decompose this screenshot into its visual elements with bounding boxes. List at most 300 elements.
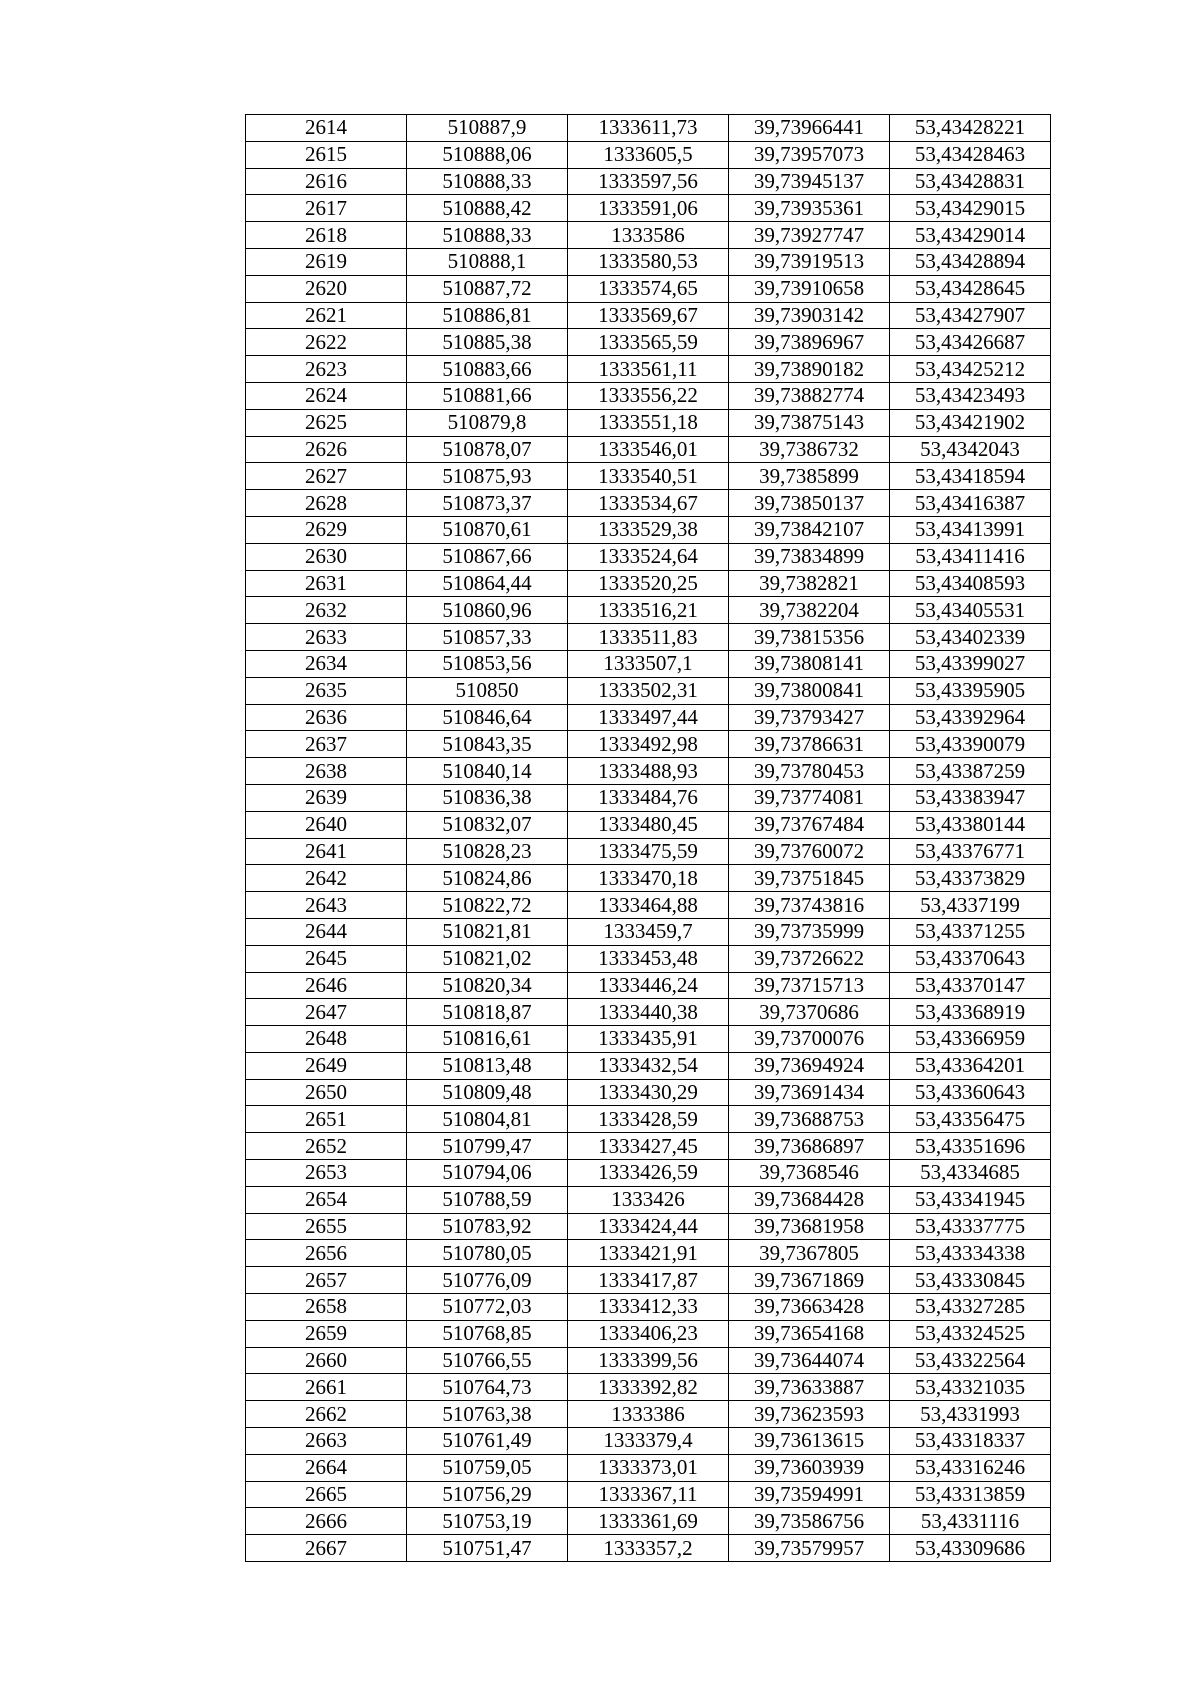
longitude-cell: 39,73767484: [729, 811, 890, 838]
point-number-cell: 2627: [246, 463, 407, 490]
longitude-cell: 39,73919513: [729, 248, 890, 275]
table-row: [246, 409, 1051, 436]
x-coordinate-cell: 510888,06: [407, 141, 568, 168]
latitude-cell: 53,43395905: [890, 677, 1051, 704]
longitude-cell: 39,73815356: [729, 624, 890, 651]
longitude-cell: 39,7386732: [729, 436, 890, 463]
table-row: [246, 1160, 1051, 1187]
y-coordinate-cell: 1333427,45: [568, 1133, 729, 1160]
y-coordinate-cell: 1333529,38: [568, 516, 729, 543]
y-coordinate-cell: 1333440,38: [568, 999, 729, 1026]
y-coordinate-cell: 1333428,59: [568, 1106, 729, 1133]
longitude-cell: 39,73700076: [729, 1026, 890, 1053]
x-coordinate-cell: 510888,1: [407, 248, 568, 275]
y-coordinate-cell: 1333516,21: [568, 597, 729, 624]
latitude-cell: 53,43366959: [890, 1026, 1051, 1053]
x-coordinate-cell: 510783,92: [407, 1213, 568, 1240]
point-number-cell: 2633: [246, 624, 407, 651]
point-number-cell: 2647: [246, 999, 407, 1026]
longitude-cell: 39,7382204: [729, 597, 890, 624]
y-coordinate-cell: 1333475,59: [568, 838, 729, 865]
point-number-cell: 2634: [246, 650, 407, 677]
point-number-cell: 2656: [246, 1240, 407, 1267]
y-coordinate-cell: 1333480,45: [568, 811, 729, 838]
table-row: [246, 758, 1051, 785]
latitude-cell: 53,43402339: [890, 624, 1051, 651]
y-coordinate-cell: 1333379,4: [568, 1428, 729, 1455]
x-coordinate-cell: 510870,61: [407, 516, 568, 543]
longitude-cell: 39,7367805: [729, 1240, 890, 1267]
longitude-cell: 39,73842107: [729, 516, 890, 543]
y-coordinate-cell: 1333430,29: [568, 1079, 729, 1106]
longitude-cell: 39,73663428: [729, 1294, 890, 1321]
longitude-cell: 39,73834899: [729, 543, 890, 570]
x-coordinate-cell: 510864,44: [407, 570, 568, 597]
y-coordinate-cell: 1333406,23: [568, 1320, 729, 1347]
latitude-cell: 53,4334685: [890, 1160, 1051, 1187]
table-row: [246, 356, 1051, 383]
y-coordinate-cell: 1333399,56: [568, 1347, 729, 1374]
table-row: [246, 1294, 1051, 1321]
y-coordinate-cell: 1333361,69: [568, 1508, 729, 1535]
table-row: [246, 1079, 1051, 1106]
latitude-cell: 53,43356475: [890, 1106, 1051, 1133]
x-coordinate-cell: 510788,59: [407, 1186, 568, 1213]
table-row: [246, 490, 1051, 517]
y-coordinate-cell: 1333520,25: [568, 570, 729, 597]
latitude-cell: 53,43429015: [890, 195, 1051, 222]
point-number-cell: 2623: [246, 356, 407, 383]
point-number-cell: 2637: [246, 731, 407, 758]
y-coordinate-cell: 1333464,88: [568, 892, 729, 919]
table-row: [246, 650, 1051, 677]
table-row: [246, 1106, 1051, 1133]
latitude-cell: 53,43421902: [890, 409, 1051, 436]
longitude-cell: 39,73890182: [729, 356, 890, 383]
y-coordinate-cell: 1333611,73: [568, 115, 729, 142]
longitude-cell: 39,73882774: [729, 382, 890, 409]
table-row: [246, 1052, 1051, 1079]
latitude-cell: 53,43428221: [890, 115, 1051, 142]
point-number-cell: 2666: [246, 1508, 407, 1535]
y-coordinate-cell: 1333488,93: [568, 758, 729, 785]
point-number-cell: 2664: [246, 1454, 407, 1481]
latitude-cell: 53,43427907: [890, 302, 1051, 329]
longitude-cell: 39,73603939: [729, 1454, 890, 1481]
longitude-cell: 39,73594991: [729, 1481, 890, 1508]
point-number-cell: 2638: [246, 758, 407, 785]
latitude-cell: 53,43371255: [890, 918, 1051, 945]
x-coordinate-cell: 510761,49: [407, 1428, 568, 1455]
latitude-cell: 53,43411416: [890, 543, 1051, 570]
y-coordinate-cell: 1333446,24: [568, 972, 729, 999]
longitude-cell: 39,73850137: [729, 490, 890, 517]
x-coordinate-cell: 510828,23: [407, 838, 568, 865]
x-coordinate-cell: 510857,33: [407, 624, 568, 651]
table-row: [246, 1240, 1051, 1267]
x-coordinate-cell: 510821,02: [407, 945, 568, 972]
y-coordinate-cell: 1333386: [568, 1401, 729, 1428]
y-coordinate-cell: 1333597,56: [568, 168, 729, 195]
longitude-cell: 39,73945137: [729, 168, 890, 195]
coordinates-table-body: [246, 115, 1051, 1562]
y-coordinate-cell: 1333561,11: [568, 356, 729, 383]
latitude-cell: 53,43423493: [890, 382, 1051, 409]
x-coordinate-cell: 510887,9: [407, 115, 568, 142]
table-row: [246, 999, 1051, 1026]
x-coordinate-cell: 510821,81: [407, 918, 568, 945]
longitude-cell: 39,73726622: [729, 945, 890, 972]
table-row: [246, 838, 1051, 865]
x-coordinate-cell: 510751,47: [407, 1535, 568, 1562]
x-coordinate-cell: 510873,37: [407, 490, 568, 517]
table-row: [246, 1026, 1051, 1053]
point-number-cell: 2640: [246, 811, 407, 838]
point-number-cell: 2614: [246, 115, 407, 142]
latitude-cell: 53,43425212: [890, 356, 1051, 383]
point-number-cell: 2625: [246, 409, 407, 436]
longitude-cell: 39,7385899: [729, 463, 890, 490]
y-coordinate-cell: 1333511,83: [568, 624, 729, 651]
point-number-cell: 2645: [246, 945, 407, 972]
x-coordinate-cell: 510843,35: [407, 731, 568, 758]
longitude-cell: 39,73743816: [729, 892, 890, 919]
x-coordinate-cell: 510763,38: [407, 1401, 568, 1428]
point-number-cell: 2644: [246, 918, 407, 945]
y-coordinate-cell: 1333574,65: [568, 275, 729, 302]
x-coordinate-cell: 510860,96: [407, 597, 568, 624]
table-row: [246, 222, 1051, 249]
y-coordinate-cell: 1333556,22: [568, 382, 729, 409]
latitude-cell: 53,43426687: [890, 329, 1051, 356]
latitude-cell: 53,43324525: [890, 1320, 1051, 1347]
point-number-cell: 2655: [246, 1213, 407, 1240]
table-row: [246, 784, 1051, 811]
table-row: [246, 302, 1051, 329]
table-row: [246, 597, 1051, 624]
y-coordinate-cell: 1333373,01: [568, 1454, 729, 1481]
latitude-cell: 53,43368919: [890, 999, 1051, 1026]
y-coordinate-cell: 1333551,18: [568, 409, 729, 436]
latitude-cell: 53,43334338: [890, 1240, 1051, 1267]
table-row: [246, 918, 1051, 945]
y-coordinate-cell: 1333426: [568, 1186, 729, 1213]
x-coordinate-cell: 510822,72: [407, 892, 568, 919]
point-number-cell: 2660: [246, 1347, 407, 1374]
longitude-cell: 39,73623593: [729, 1401, 890, 1428]
longitude-cell: 39,73654168: [729, 1320, 890, 1347]
x-coordinate-cell: 510816,61: [407, 1026, 568, 1053]
table-row: [246, 1428, 1051, 1455]
table-row: [246, 1508, 1051, 1535]
latitude-cell: 53,43418594: [890, 463, 1051, 490]
longitude-cell: 39,73966441: [729, 115, 890, 142]
table-row: [246, 1454, 1051, 1481]
x-coordinate-cell: 510764,73: [407, 1374, 568, 1401]
table-row: [246, 1186, 1051, 1213]
latitude-cell: 53,43327285: [890, 1294, 1051, 1321]
longitude-cell: 39,73691434: [729, 1079, 890, 1106]
latitude-cell: 53,43316246: [890, 1454, 1051, 1481]
latitude-cell: 53,43318337: [890, 1428, 1051, 1455]
latitude-cell: 53,43408593: [890, 570, 1051, 597]
table-row: [246, 731, 1051, 758]
table-row: [246, 463, 1051, 490]
latitude-cell: 53,43373829: [890, 865, 1051, 892]
point-number-cell: 2615: [246, 141, 407, 168]
latitude-cell: 53,43399027: [890, 650, 1051, 677]
latitude-cell: 53,43337775: [890, 1213, 1051, 1240]
latitude-cell: 53,43428645: [890, 275, 1051, 302]
longitude-cell: 39,73780453: [729, 758, 890, 785]
latitude-cell: 53,43428463: [890, 141, 1051, 168]
table-row: [246, 543, 1051, 570]
point-number-cell: 2652: [246, 1133, 407, 1160]
y-coordinate-cell: 1333580,53: [568, 248, 729, 275]
table-row: [246, 275, 1051, 302]
table-row: [246, 248, 1051, 275]
longitude-cell: 39,73808141: [729, 650, 890, 677]
x-coordinate-cell: 510875,93: [407, 463, 568, 490]
point-number-cell: 2649: [246, 1052, 407, 1079]
latitude-cell: 53,4337199: [890, 892, 1051, 919]
point-number-cell: 2646: [246, 972, 407, 999]
longitude-cell: 39,73875143: [729, 409, 890, 436]
table-row: [246, 865, 1051, 892]
table-row: [246, 945, 1051, 972]
point-number-cell: 2628: [246, 490, 407, 517]
latitude-cell: 53,43370147: [890, 972, 1051, 999]
longitude-cell: 39,73684428: [729, 1186, 890, 1213]
longitude-cell: 39,73793427: [729, 704, 890, 731]
y-coordinate-cell: 1333453,48: [568, 945, 729, 972]
latitude-cell: 53,4331116: [890, 1508, 1051, 1535]
y-coordinate-cell: 1333459,7: [568, 918, 729, 945]
table-row: [246, 195, 1051, 222]
y-coordinate-cell: 1333417,87: [568, 1267, 729, 1294]
x-coordinate-cell: 510799,47: [407, 1133, 568, 1160]
latitude-cell: 53,43380144: [890, 811, 1051, 838]
longitude-cell: 39,73644074: [729, 1347, 890, 1374]
y-coordinate-cell: 1333367,11: [568, 1481, 729, 1508]
point-number-cell: 2651: [246, 1106, 407, 1133]
y-coordinate-cell: 1333426,59: [568, 1160, 729, 1187]
latitude-cell: 53,43387259: [890, 758, 1051, 785]
point-number-cell: 2616: [246, 168, 407, 195]
y-coordinate-cell: 1333421,91: [568, 1240, 729, 1267]
longitude-cell: 39,73957073: [729, 141, 890, 168]
longitude-cell: 39,73800841: [729, 677, 890, 704]
table-row: [246, 972, 1051, 999]
latitude-cell: 53,43360643: [890, 1079, 1051, 1106]
longitude-cell: 39,7370686: [729, 999, 890, 1026]
point-number-cell: 2636: [246, 704, 407, 731]
longitude-cell: 39,73751845: [729, 865, 890, 892]
x-coordinate-cell: 510820,34: [407, 972, 568, 999]
x-coordinate-cell: 510886,81: [407, 302, 568, 329]
table-row: [246, 704, 1051, 731]
x-coordinate-cell: 510780,05: [407, 1240, 568, 1267]
table-row: [246, 1347, 1051, 1374]
point-number-cell: 2648: [246, 1026, 407, 1053]
longitude-cell: 39,73774081: [729, 784, 890, 811]
x-coordinate-cell: 510888,42: [407, 195, 568, 222]
x-coordinate-cell: 510753,19: [407, 1508, 568, 1535]
x-coordinate-cell: 510766,55: [407, 1347, 568, 1374]
point-number-cell: 2617: [246, 195, 407, 222]
y-coordinate-cell: 1333507,1: [568, 650, 729, 677]
point-number-cell: 2642: [246, 865, 407, 892]
x-coordinate-cell: 510776,09: [407, 1267, 568, 1294]
latitude-cell: 53,43351696: [890, 1133, 1051, 1160]
longitude-cell: 39,73735999: [729, 918, 890, 945]
point-number-cell: 2624: [246, 382, 407, 409]
x-coordinate-cell: 510853,56: [407, 650, 568, 677]
point-number-cell: 2663: [246, 1428, 407, 1455]
latitude-cell: 53,43313859: [890, 1481, 1051, 1508]
longitude-cell: 39,7368546: [729, 1160, 890, 1187]
latitude-cell: 53,43416387: [890, 490, 1051, 517]
point-number-cell: 2641: [246, 838, 407, 865]
latitude-cell: 53,43390079: [890, 731, 1051, 758]
longitude-cell: 39,73613615: [729, 1428, 890, 1455]
longitude-cell: 39,73786631: [729, 731, 890, 758]
table-row: [246, 329, 1051, 356]
latitude-cell: 53,43405531: [890, 597, 1051, 624]
latitude-cell: 53,4331993: [890, 1401, 1051, 1428]
x-coordinate-cell: 510768,85: [407, 1320, 568, 1347]
longitude-cell: 39,73586756: [729, 1508, 890, 1535]
latitude-cell: 53,43370643: [890, 945, 1051, 972]
latitude-cell: 53,4342043: [890, 436, 1051, 463]
latitude-cell: 53,43322564: [890, 1347, 1051, 1374]
point-number-cell: 2620: [246, 275, 407, 302]
x-coordinate-cell: 510883,66: [407, 356, 568, 383]
point-number-cell: 2621: [246, 302, 407, 329]
x-coordinate-cell: 510887,72: [407, 275, 568, 302]
x-coordinate-cell: 510772,03: [407, 1294, 568, 1321]
latitude-cell: 53,43341945: [890, 1186, 1051, 1213]
longitude-cell: 39,73903142: [729, 302, 890, 329]
x-coordinate-cell: 510804,81: [407, 1106, 568, 1133]
x-coordinate-cell: 510879,8: [407, 409, 568, 436]
point-number-cell: 2643: [246, 892, 407, 919]
x-coordinate-cell: 510759,05: [407, 1454, 568, 1481]
y-coordinate-cell: 1333502,31: [568, 677, 729, 704]
table-row: [246, 677, 1051, 704]
longitude-cell: 39,73694924: [729, 1052, 890, 1079]
point-number-cell: 2658: [246, 1294, 407, 1321]
x-coordinate-cell: 510756,29: [407, 1481, 568, 1508]
x-coordinate-cell: 510840,14: [407, 758, 568, 785]
latitude-cell: 53,43428831: [890, 168, 1051, 195]
table-row: [246, 624, 1051, 651]
table-row: [246, 1320, 1051, 1347]
table-row: [246, 516, 1051, 543]
y-coordinate-cell: 1333412,33: [568, 1294, 729, 1321]
latitude-cell: 53,43383947: [890, 784, 1051, 811]
x-coordinate-cell: 510824,86: [407, 865, 568, 892]
longitude-cell: 39,73686897: [729, 1133, 890, 1160]
y-coordinate-cell: 1333605,5: [568, 141, 729, 168]
x-coordinate-cell: 510888,33: [407, 222, 568, 249]
table-row: [246, 115, 1051, 142]
point-number-cell: 2659: [246, 1320, 407, 1347]
x-coordinate-cell: 510813,48: [407, 1052, 568, 1079]
x-coordinate-cell: 510846,64: [407, 704, 568, 731]
y-coordinate-cell: 1333435,91: [568, 1026, 729, 1053]
point-number-cell: 2622: [246, 329, 407, 356]
longitude-cell: 39,73633887: [729, 1374, 890, 1401]
longitude-cell: 39,73760072: [729, 838, 890, 865]
table-row: [246, 1267, 1051, 1294]
y-coordinate-cell: 1333392,82: [568, 1374, 729, 1401]
longitude-cell: 39,73910658: [729, 275, 890, 302]
point-number-cell: 2630: [246, 543, 407, 570]
x-coordinate-cell: 510794,06: [407, 1160, 568, 1187]
latitude-cell: 53,43413991: [890, 516, 1051, 543]
point-number-cell: 2632: [246, 597, 407, 624]
table-row: [246, 1133, 1051, 1160]
table-row: [246, 436, 1051, 463]
y-coordinate-cell: 1333534,67: [568, 490, 729, 517]
y-coordinate-cell: 1333524,64: [568, 543, 729, 570]
point-number-cell: 2631: [246, 570, 407, 597]
point-number-cell: 2650: [246, 1079, 407, 1106]
point-number-cell: 2619: [246, 248, 407, 275]
x-coordinate-cell: 510878,07: [407, 436, 568, 463]
table-row: [246, 382, 1051, 409]
x-coordinate-cell: 510888,33: [407, 168, 568, 195]
point-number-cell: 2629: [246, 516, 407, 543]
x-coordinate-cell: 510881,66: [407, 382, 568, 409]
y-coordinate-cell: 1333546,01: [568, 436, 729, 463]
x-coordinate-cell: 510885,38: [407, 329, 568, 356]
table-row: [246, 892, 1051, 919]
latitude-cell: 53,43330845: [890, 1267, 1051, 1294]
latitude-cell: 53,43321035: [890, 1374, 1051, 1401]
table-row: [246, 1401, 1051, 1428]
table-row: [246, 1481, 1051, 1508]
latitude-cell: 53,43376771: [890, 838, 1051, 865]
table-row: [246, 141, 1051, 168]
y-coordinate-cell: 1333565,59: [568, 329, 729, 356]
latitude-cell: 53,43428894: [890, 248, 1051, 275]
latitude-cell: 53,43309686: [890, 1535, 1051, 1562]
point-number-cell: 2654: [246, 1186, 407, 1213]
y-coordinate-cell: 1333357,2: [568, 1535, 729, 1562]
longitude-cell: 39,73927747: [729, 222, 890, 249]
point-number-cell: 2667: [246, 1535, 407, 1562]
x-coordinate-cell: 510818,87: [407, 999, 568, 1026]
y-coordinate-cell: 1333586: [568, 222, 729, 249]
latitude-cell: 53,43364201: [890, 1052, 1051, 1079]
longitude-cell: 39,7382821: [729, 570, 890, 597]
x-coordinate-cell: 510867,66: [407, 543, 568, 570]
longitude-cell: 39,73579957: [729, 1535, 890, 1562]
longitude-cell: 39,73896967: [729, 329, 890, 356]
longitude-cell: 39,73935361: [729, 195, 890, 222]
y-coordinate-cell: 1333424,44: [568, 1213, 729, 1240]
table-row: [246, 570, 1051, 597]
longitude-cell: 39,73688753: [729, 1106, 890, 1133]
latitude-cell: 53,43392964: [890, 704, 1051, 731]
y-coordinate-cell: 1333569,67: [568, 302, 729, 329]
coordinates-table: [245, 114, 1051, 1562]
point-number-cell: 2635: [246, 677, 407, 704]
longitude-cell: 39,73715713: [729, 972, 890, 999]
y-coordinate-cell: 1333470,18: [568, 865, 729, 892]
